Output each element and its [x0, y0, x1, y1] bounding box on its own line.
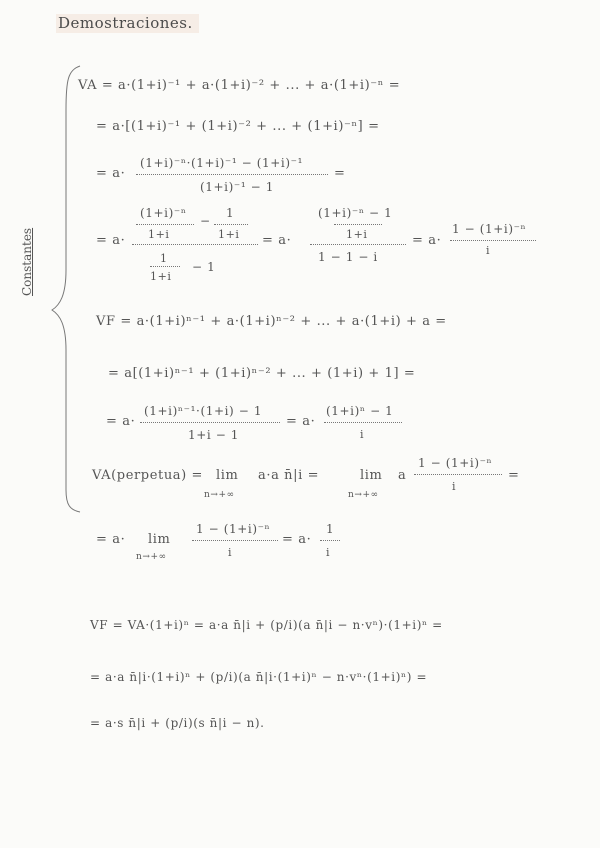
limit-subscript-2: n→+∞	[348, 490, 379, 500]
fraction-bar	[334, 224, 382, 225]
line-4-numerator-minus: −	[200, 214, 211, 228]
line-4-equals-a-2: = a·	[412, 233, 442, 248]
fraction-bar	[136, 224, 194, 225]
page-title: Demostraciones.	[56, 14, 199, 33]
fraction-bar	[320, 540, 340, 541]
line-4-fraction3-denominator: i	[486, 244, 491, 257]
equation-line-8-prefix: VA(perpetua) =	[92, 468, 204, 483]
line-4-numerator-part1: (1+i)⁻ⁿ	[140, 206, 187, 220]
equation-line-11: = a·a n̄|i·(1+i)ⁿ + (p/i)(a n̄|i·(1+i)ⁿ − n·vⁿ·(1+i)ⁿ) =	[90, 670, 428, 684]
equation-line-6: = a[(1+i)ⁿ⁻¹ + (1+i)ⁿ⁻² + ... + (1+i) + 1] =	[108, 366, 416, 381]
equation-line-9-result-denominator: i	[326, 546, 331, 559]
equation-line-8-body: a·a n̄|i =	[258, 468, 320, 483]
equation-line-8-equals: =	[508, 468, 520, 483]
equation-line-12: = a·s n̄|i + (p/i)(s n̄|i − n).	[90, 716, 265, 730]
fraction-bar	[136, 174, 328, 175]
equation-line-2: = a·[(1+i)⁻¹ + (1+i)⁻² + ... + (1+i)⁻ⁿ] =	[96, 119, 380, 134]
equation-line-9-result-numerator: 1	[326, 522, 335, 536]
fraction-bar	[140, 422, 280, 423]
coefficient-a: a	[398, 468, 407, 483]
equation-line-8-numerator: 1 − (1+i)⁻ⁿ	[418, 456, 493, 470]
equation-line-9-numerator: 1 − (1+i)⁻ⁿ	[196, 522, 271, 536]
limit-label-3: lim	[148, 532, 171, 547]
line-4-denominator-den: 1+i	[150, 270, 172, 283]
limit-label-2: lim	[360, 468, 383, 483]
line-4-fraction2-numerator-den: 1+i	[346, 228, 368, 241]
equation-line-4-prefix: = a·	[96, 233, 126, 248]
side-label: Constantes	[20, 227, 34, 296]
line-4-numerator-part2: 1	[226, 206, 235, 220]
line-4-denominator-tail: − 1	[192, 260, 216, 274]
equation-line-3-equals: =	[334, 166, 346, 181]
equation-line-7-fraction2-numerator: (1+i)ⁿ − 1	[326, 404, 394, 418]
line-4-denominator-num: 1	[160, 252, 168, 265]
equation-line-5: VF = a·(1+i)ⁿ⁻¹ + a·(1+i)ⁿ⁻² + ... + a·(1+i) + a =	[96, 314, 447, 329]
limit-label: lim	[216, 468, 239, 483]
fraction-bar	[192, 540, 278, 541]
equation-line-3-prefix: = a·	[96, 166, 126, 181]
fraction-bar	[214, 224, 248, 225]
equation-line-7-prefix: = a·	[106, 414, 136, 429]
main-fraction-bar	[310, 244, 406, 245]
equation-line-9-denominator: i	[228, 546, 233, 559]
equation-line-7-fraction2-denominator: i	[360, 428, 365, 441]
equation-line-3-denominator: (1+i)⁻¹ − 1	[200, 180, 274, 194]
equation-line-10: VF = VA·(1+i)ⁿ = a·a n̄|i + (p/i)(a n̄|i − n·vⁿ)·(1+i)ⁿ =	[90, 618, 443, 632]
equation-line-1: VA = a·(1+i)⁻¹ + a·(1+i)⁻² + ... + a·(1+i)⁻ⁿ =	[78, 78, 401, 93]
line-4-fraction2-denominator: 1 − 1 − i	[318, 250, 378, 264]
line-4-numerator-den1: 1+i	[148, 228, 170, 241]
line-4-equals-a: = a·	[262, 233, 292, 248]
equation-line-9-prefix: = a·	[96, 532, 126, 547]
line-4-fraction3-numerator: 1 − (1+i)⁻ⁿ	[452, 222, 527, 236]
main-fraction-bar	[132, 244, 258, 245]
fraction-bar	[324, 422, 402, 423]
fraction-bar	[450, 240, 536, 241]
equation-line-7-equals-a: = a·	[286, 414, 316, 429]
equation-line-8-denominator: i	[452, 480, 457, 493]
equation-line-9-equals-a: = a·	[282, 532, 312, 547]
equation-line-7-denominator: 1+i − 1	[188, 428, 240, 442]
equation-line-7-numerator: (1+i)ⁿ⁻¹·(1+i) − 1	[144, 404, 263, 418]
line-4-fraction2-numerator: (1+i)⁻ⁿ − 1	[318, 206, 393, 220]
line-4-numerator-den2: 1+i	[218, 228, 240, 241]
limit-subscript: n→+∞	[204, 490, 235, 500]
equation-line-3-numerator: (1+i)⁻ⁿ·(1+i)⁻¹ − (1+i)⁻¹	[140, 156, 303, 170]
limit-subscript-3: n→+∞	[136, 552, 167, 562]
fraction-bar	[414, 474, 502, 475]
fraction-bar	[150, 266, 180, 267]
